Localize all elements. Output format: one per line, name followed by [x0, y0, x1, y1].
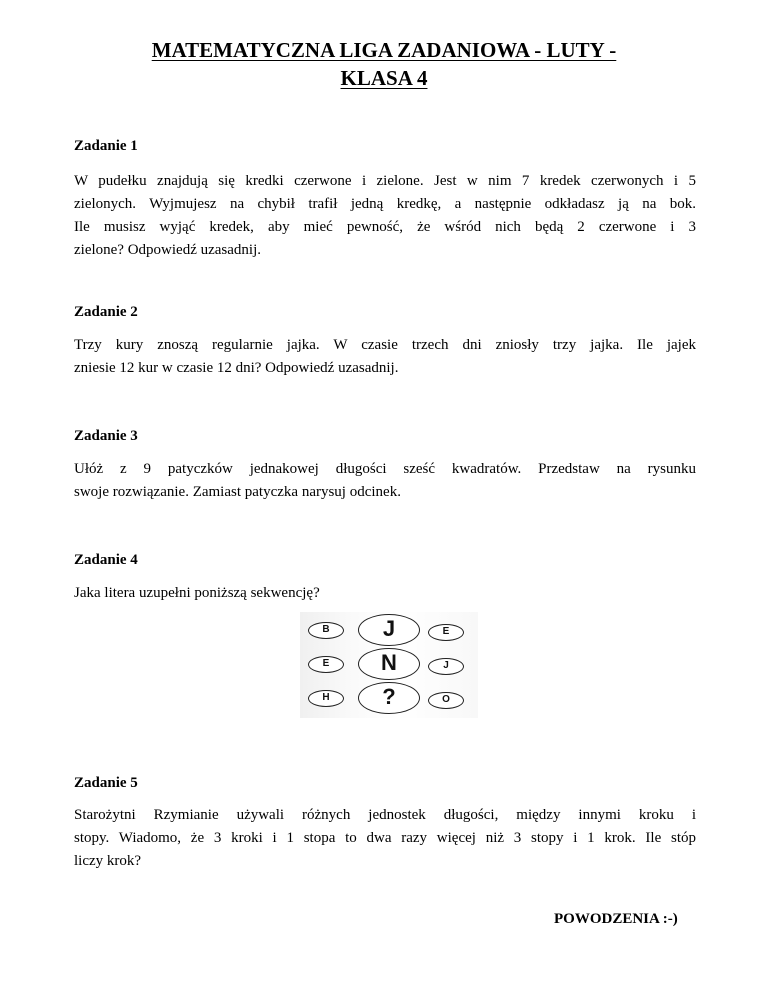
task-3-heading: Zadanie 3	[74, 428, 138, 444]
puzzle-left-letter: B	[308, 622, 344, 639]
task-5-line: Starożytni Rzymianie używali różnych jednostek długości, między innymi kroku i	[74, 807, 696, 823]
puzzle-center-letter: N	[358, 648, 420, 680]
puzzle-right-letter: E	[428, 624, 464, 641]
task-1-line: zielonych. Wyjmujesz na chybił trafił jedną kredkę, a następnie odkładasz ją na bok.	[74, 196, 696, 212]
task-1-line: W pudełku znajdują się kredki czerwone i zielone. Jest w nim 7 kredek czerwonych i 5	[74, 173, 696, 189]
task-4-body	[74, 582, 696, 605]
puzzle-center-letter: ?	[358, 682, 420, 714]
task-4-heading: Zadanie 4	[74, 552, 138, 568]
title-line-1: MATEMATYCZNA LIGA ZADANIOWA - LUTY -	[151, 38, 617, 62]
task-2-body	[74, 334, 696, 380]
letter-sequence-puzzle	[300, 612, 478, 718]
task-2-heading: Zadanie 2	[74, 304, 138, 320]
task-1-line: Ile musisz wyjąć kredek, aby mieć pewność, że wśród nich będą 2 czerwone i 3	[74, 219, 696, 235]
task-2-line: zniesie 12 kur w czasie 12 dni? Odpowiedź uzasadnij.	[74, 360, 399, 376]
task-5-heading: Zadanie 5	[74, 775, 138, 791]
puzzle-center-letter: J	[358, 614, 420, 646]
closing-text: POWODZENIA :-)	[554, 911, 678, 927]
page-title	[0, 36, 768, 92]
puzzle-left-letter: H	[308, 690, 344, 707]
task-3-line: swoje rozwiązanie. Zamiast patyczka narysuj odcinek.	[74, 484, 401, 500]
task-5-line: stopy. Wiadomo, że 3 kroki i 1 stopa to dwa razy więcej niż 3 stopy i 1 krok. Ile stóp	[74, 830, 696, 846]
task-2-line: Trzy kury znoszą regularnie jajka. W czasie trzech dni zniosły trzy jajka. Ile jajek	[74, 337, 696, 353]
puzzle-right-letter: J	[428, 658, 464, 675]
task-1-line: zielone? Odpowiedź uzasadnij.	[74, 242, 262, 258]
puzzle-right-letter: O	[428, 692, 464, 709]
title-line-2: KLASA 4	[340, 66, 428, 90]
task-1-heading: Zadanie 1	[74, 138, 138, 154]
task-4-line: Jaka litera uzupełni poniższą sekwencję?	[74, 585, 320, 601]
task-3-line: Ułóż z 9 patyczków jednakowej długości sześć kwadratów. Przedstaw na rysunku	[74, 461, 696, 477]
task-5-body	[74, 804, 696, 873]
puzzle-left-letter: E	[308, 656, 344, 673]
task-1-body	[74, 170, 696, 262]
task-5-line: liczy krok?	[74, 853, 142, 869]
task-3-body	[74, 458, 696, 504]
